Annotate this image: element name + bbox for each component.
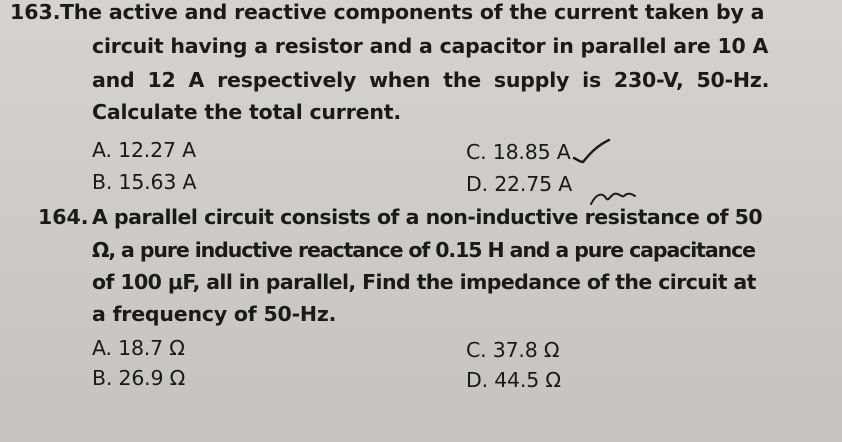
option-c: C. 37.8 Ω [466,338,560,362]
question-line: The active and reactive components of the current taken by a [60,0,765,24]
option-d: D. 44.5 Ω [466,368,561,392]
question-line: circuit having a resistor and a capacitor in parallel are 10 A [92,34,769,58]
option-d: D. 22.75 A [466,172,573,196]
question-line: A parallel circuit consists of a non-inductive resistance of 50 [92,205,763,229]
option-b: B. 15.63 A [92,170,197,194]
option-c: C. 18.85 A [466,140,571,164]
option-a: A. 12.27 A [92,138,196,162]
check-mark-icon [572,136,612,166]
question-line: of 100 μF, all in parallel, Find the impedance of the circuit at [92,270,756,294]
option-b: B. 26.9 Ω [92,366,186,390]
question-number: 163. [10,0,61,24]
question-line: Ω, a pure inductive reactance of 0.15 H and a pure capacitance [92,238,755,262]
question-line: Calculate the total current. [92,100,401,124]
option-a: A. 18.7 Ω [92,336,185,360]
question-line: a frequency of 50-Hz. [92,302,337,326]
question-number: 164. [38,205,89,229]
question-line: and 12 A respectively when the supply is 230-V, 50-Hz. [92,68,770,92]
scribble-icon [588,186,638,212]
